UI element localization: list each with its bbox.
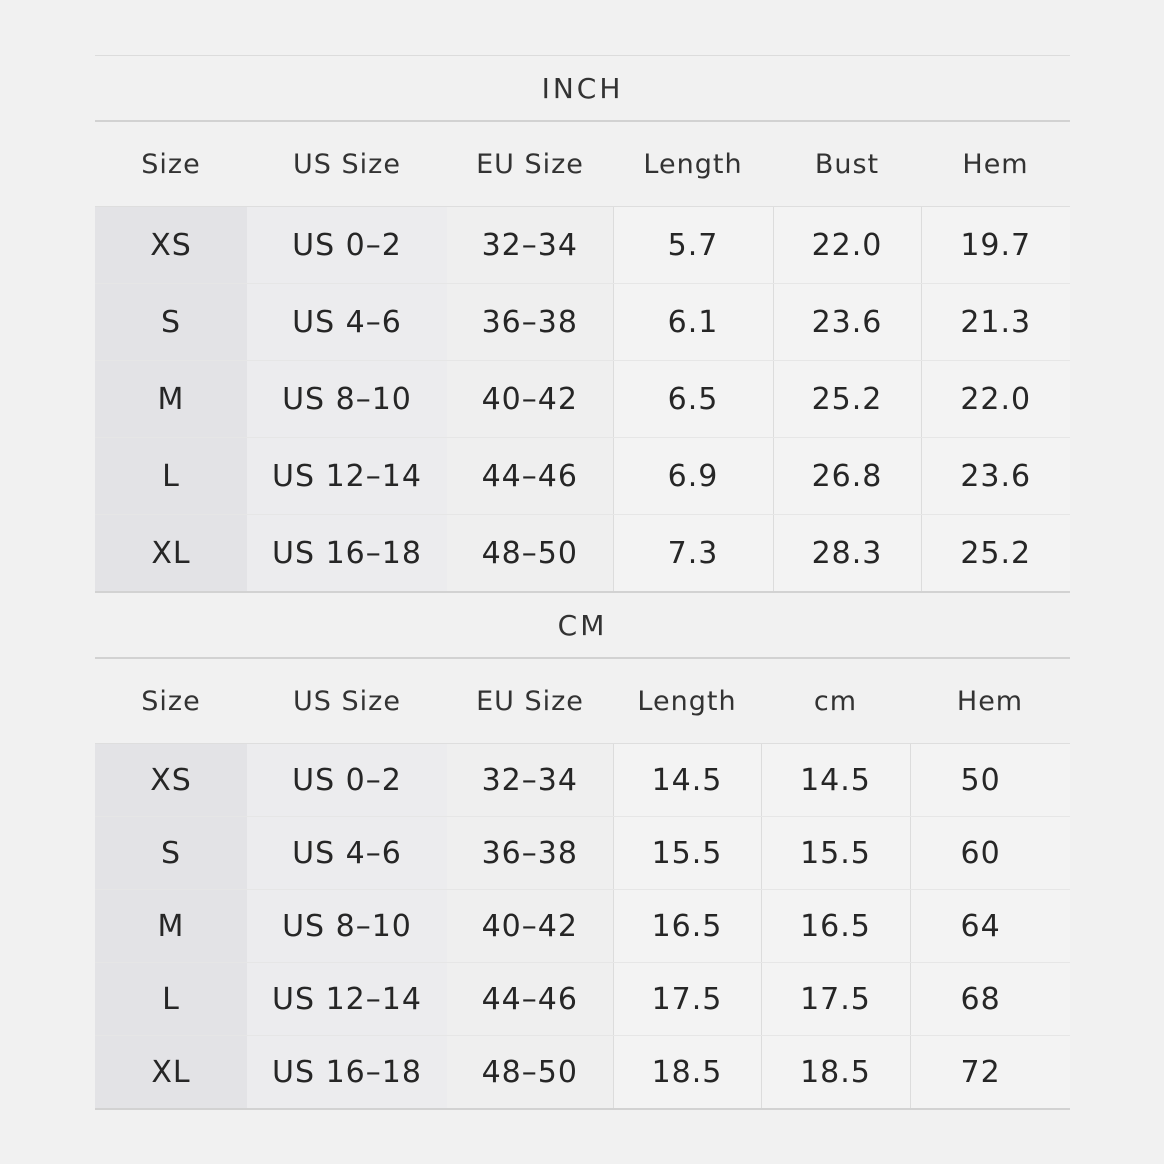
length-cell: 6.9 — [613, 438, 773, 515]
size-cell: L — [95, 438, 247, 515]
table-row — [95, 207, 1070, 284]
hem-cell: 64 — [910, 890, 1070, 963]
size-chart — [95, 55, 1070, 1110]
bust-cell: 28.3 — [773, 515, 921, 593]
size-cell: S — [95, 817, 247, 890]
table-row — [95, 744, 1070, 817]
us-size-cell: US 8–10 — [247, 361, 447, 438]
eu-size-cell: 40–42 — [447, 361, 613, 438]
table-header-row — [95, 659, 1070, 744]
hem-cell: 68 — [910, 963, 1070, 1036]
length-cell: 6.1 — [613, 284, 773, 361]
table-row — [95, 361, 1070, 438]
us-size-cell: US 12–14 — [247, 963, 447, 1036]
size-cell: M — [95, 890, 247, 963]
bust-cell: 25.2 — [773, 361, 921, 438]
hem-cell: 21.3 — [921, 284, 1070, 361]
length-cell: 16.5 — [613, 890, 761, 963]
size-cell: XL — [95, 515, 247, 593]
header-cm: cm — [761, 659, 910, 744]
us-size-cell: US 8–10 — [247, 890, 447, 963]
header-us-size: US Size — [247, 659, 447, 744]
header-length: Length — [613, 122, 773, 207]
table-row — [95, 1036, 1070, 1110]
bust-cell: 26.8 — [773, 438, 921, 515]
inch-section-title: INCH — [95, 56, 1070, 122]
size-cell: L — [95, 963, 247, 1036]
length-cell: 5.7 — [613, 207, 773, 284]
length-cell: 7.3 — [613, 515, 773, 593]
us-size-cell: US 16–18 — [247, 515, 447, 593]
inch-size-table — [95, 122, 1070, 593]
length-cell: 15.5 — [613, 817, 761, 890]
cm-cell: 14.5 — [761, 744, 910, 817]
cm-cell: 17.5 — [761, 963, 910, 1036]
header-length: Length — [613, 659, 761, 744]
eu-size-cell: 48–50 — [447, 515, 613, 593]
eu-size-cell: 48–50 — [447, 1036, 613, 1110]
header-hem: Hem — [921, 122, 1070, 207]
size-cell: XS — [95, 744, 247, 817]
us-size-cell: US 12–14 — [247, 438, 447, 515]
size-cell: XS — [95, 207, 247, 284]
header-eu-size: EU Size — [447, 659, 613, 744]
bust-cell: 22.0 — [773, 207, 921, 284]
table-row — [95, 284, 1070, 361]
eu-size-cell: 32–34 — [447, 207, 613, 284]
header-hem: Hem — [910, 659, 1070, 744]
hem-cell: 25.2 — [921, 515, 1070, 593]
table-row — [95, 438, 1070, 515]
us-size-cell: US 0–2 — [247, 744, 447, 817]
table-row — [95, 963, 1070, 1036]
us-size-cell: US 4–6 — [247, 284, 447, 361]
cm-cell: 16.5 — [761, 890, 910, 963]
eu-size-cell: 36–38 — [447, 284, 613, 361]
cm-cell: 18.5 — [761, 1036, 910, 1110]
cm-cell: 15.5 — [761, 817, 910, 890]
size-cell: S — [95, 284, 247, 361]
us-size-cell: US 4–6 — [247, 817, 447, 890]
cm-section-title: CM — [95, 593, 1070, 659]
header-size: Size — [95, 122, 247, 207]
eu-size-cell: 44–46 — [447, 438, 613, 515]
hem-cell: 72 — [910, 1036, 1070, 1110]
us-size-cell: US 16–18 — [247, 1036, 447, 1110]
hem-cell: 23.6 — [921, 438, 1070, 515]
header-eu-size: EU Size — [447, 122, 613, 207]
bust-cell: 23.6 — [773, 284, 921, 361]
table-row — [95, 515, 1070, 593]
eu-size-cell: 32–34 — [447, 744, 613, 817]
table-row — [95, 817, 1070, 890]
table-row — [95, 890, 1070, 963]
size-cell: XL — [95, 1036, 247, 1110]
header-us-size: US Size — [247, 122, 447, 207]
eu-size-cell: 36–38 — [447, 817, 613, 890]
length-cell: 17.5 — [613, 963, 761, 1036]
length-cell: 18.5 — [613, 1036, 761, 1110]
cm-size-table — [95, 659, 1070, 1110]
eu-size-cell: 44–46 — [447, 963, 613, 1036]
hem-cell: 50 — [910, 744, 1070, 817]
length-cell: 6.5 — [613, 361, 773, 438]
us-size-cell: US 0–2 — [247, 207, 447, 284]
hem-cell: 60 — [910, 817, 1070, 890]
eu-size-cell: 40–42 — [447, 890, 613, 963]
hem-cell: 19.7 — [921, 207, 1070, 284]
header-bust: Bust — [773, 122, 921, 207]
header-size: Size — [95, 659, 247, 744]
table-header-row — [95, 122, 1070, 207]
size-cell: M — [95, 361, 247, 438]
hem-cell: 22.0 — [921, 361, 1070, 438]
length-cell: 14.5 — [613, 744, 761, 817]
